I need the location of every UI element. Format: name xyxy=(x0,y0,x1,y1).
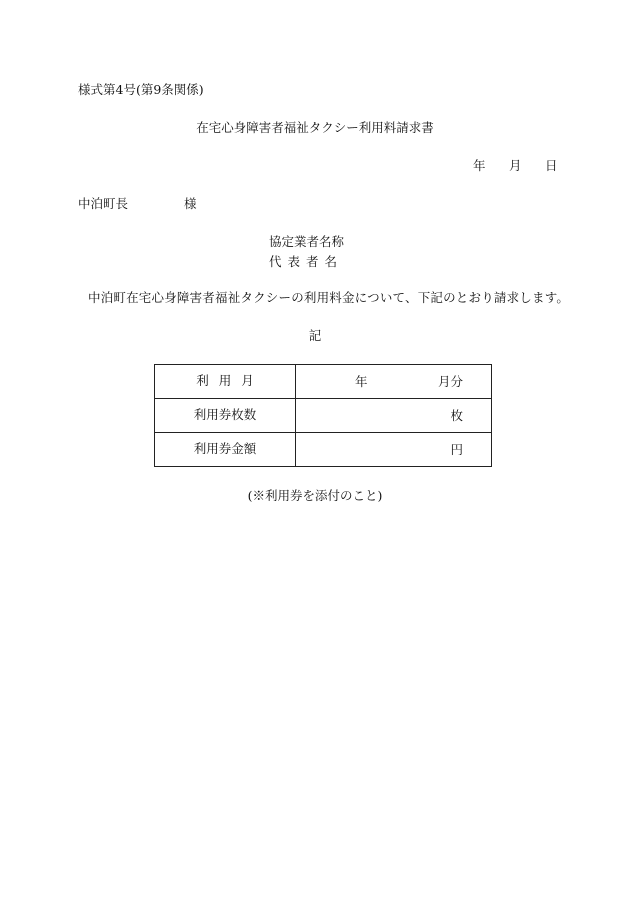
ticket-amount-label: 利用券金額 xyxy=(193,441,257,457)
table-row-ticket-amount xyxy=(155,433,492,467)
table-row-usage-month xyxy=(155,365,492,399)
ticket-count-unit: 枚 xyxy=(450,407,463,423)
ticket-amount-label-cell xyxy=(155,433,296,467)
ticket-amount-value-cell xyxy=(296,433,492,467)
date-day-label: 日 xyxy=(545,158,558,173)
usage-month-label: 利用月 xyxy=(196,373,264,389)
addressee-honorific: 様 xyxy=(184,196,197,211)
form-number: 様式第4号(第9条関係) xyxy=(78,82,204,97)
date-year-label: 年 xyxy=(473,158,486,173)
usage-month-year-unit: 年 xyxy=(355,373,368,389)
document-title: 在宅心身障害者福祉タクシー利用料請求書 xyxy=(196,120,434,135)
ticket-count-label: 利用券枚数 xyxy=(193,407,257,423)
ticket-amount-unit: 円 xyxy=(450,441,463,457)
ticket-count-value-cell xyxy=(296,399,492,433)
date-month-label: 月 xyxy=(509,158,522,173)
ticket-count-label-cell xyxy=(155,399,296,433)
table-row-ticket-count xyxy=(155,399,492,433)
usage-month-unit: 月分 xyxy=(437,373,463,389)
request-table xyxy=(154,364,492,467)
representative-label: 代表者名 xyxy=(269,254,344,269)
usage-month-label-cell xyxy=(155,365,296,399)
addressee-name: 中泊町長 xyxy=(78,196,129,211)
contractor-name-label: 協定業者名称 xyxy=(269,234,345,249)
request-statement: 中泊町在宅心身障害者福祉タクシーの利用料金について、下記のとおり請求します。 xyxy=(88,290,570,305)
attachment-note: (※利用券を添付のこと) xyxy=(247,488,383,503)
usage-month-value-cell xyxy=(296,365,492,399)
ki-heading: 記 xyxy=(308,328,322,343)
